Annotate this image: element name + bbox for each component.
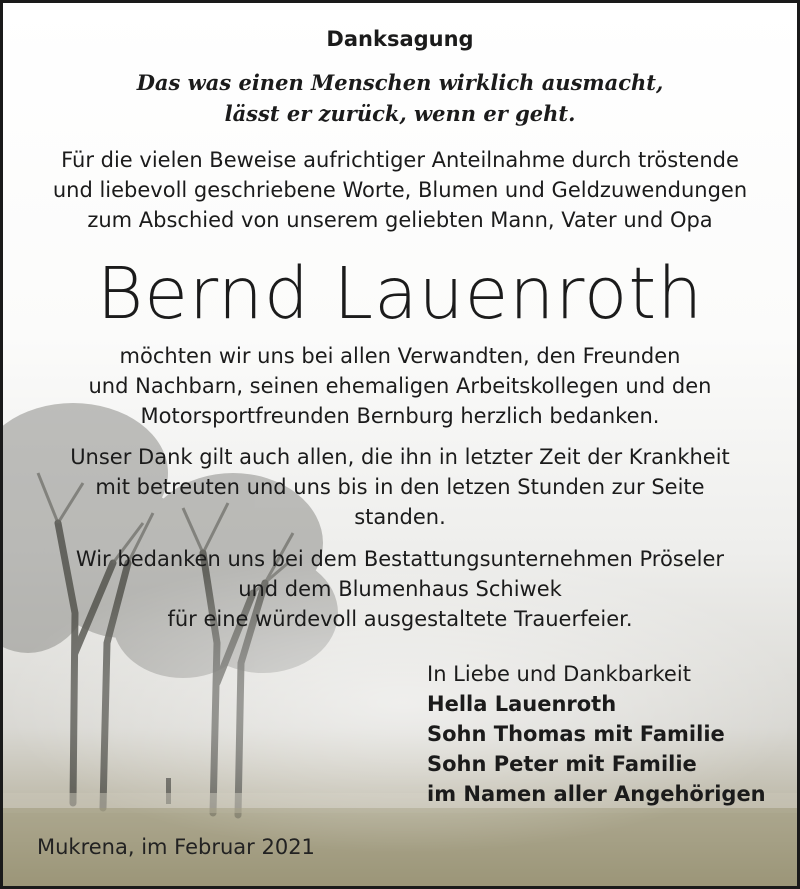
intro-paragraph <box>3 145 797 235</box>
signoff-block <box>427 659 766 809</box>
text-line: und dem Blumenhaus Schiwek <box>238 577 562 601</box>
text-line: für eine würdevoll ausgestaltete Trauerfeier. <box>167 607 633 631</box>
thanks-paragraph <box>3 341 797 431</box>
text-line: möchten wir uns bei allen Verwandten, den Freunden <box>119 344 681 368</box>
text-line: Motorsportfreunden Bernburg herzlich bedanken. <box>140 404 660 428</box>
signoff-name: Sohn Thomas mit Familie <box>427 722 725 746</box>
text-line: und Nachbarn, seinen ehemaligen Arbeitskollegen und den <box>88 374 712 398</box>
signoff-intro: In Liebe und Dankbarkeit <box>427 662 691 686</box>
text-line: standen. <box>354 505 446 529</box>
text-line: und liebevoll geschriebene Worte, Blumen und Geldzuwendungen <box>52 178 748 202</box>
motto-line: Das was einen Menschen wirklich ausmacht, <box>136 70 664 95</box>
text-line: mit betreuten und uns bis in den letzen Stunden zur Seite <box>95 475 705 499</box>
notice-heading: Danksagung <box>326 27 474 51</box>
place-date: Mukrena, im Februar 2021 <box>37 835 315 859</box>
text-line: Wir bedanken uns bei dem Bestattungsunternehmen Pröseler <box>75 547 725 571</box>
services-paragraph <box>3 544 797 634</box>
care-paragraph <box>3 442 797 532</box>
motto-line: lässt er zurück, wenn er geht. <box>224 101 576 126</box>
text-line: Für die vielen Beweise aufrichtiger Anteilnahme durch tröstende <box>61 148 739 172</box>
signoff-name: im Namen aller Angehörigen <box>427 782 766 806</box>
text-line: zum Abschied von unserem geliebten Mann, Vater und Opa <box>87 208 713 232</box>
deceased-name: Bernd Lauenroth <box>96 252 704 335</box>
signoff-name: Hella Lauenroth <box>427 692 617 716</box>
signoff-name: Sohn Peter mit Familie <box>427 752 697 776</box>
text-line: Unser Dank gilt auch allen, die ihn in letzter Zeit der Krankheit <box>70 445 730 469</box>
motto-quote <box>3 67 797 129</box>
